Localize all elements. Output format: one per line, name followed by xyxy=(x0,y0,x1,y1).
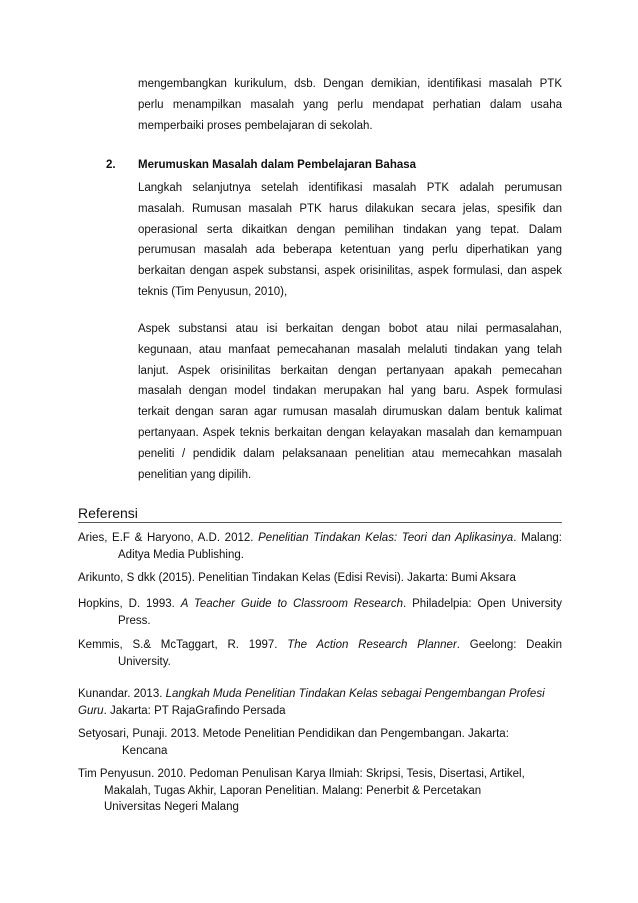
intro-paragraph xyxy=(138,74,562,136)
text-line: lanjut. Aspek orisinilitas berkaitan dengan pertanyaan apakah pemecahan xyxy=(138,364,562,377)
text-line: Aspek substansi atau isi berkaitan dengan bobot atau nilai permasalahan, xyxy=(138,323,562,335)
text-line: masalah. Rumusan masalah PTK harus dilakukan secara jelas, spesifik dan xyxy=(138,202,562,215)
text-line: pertanyaan. Aspek teknis berkaitan dengan kelayakan masalah dan kemampuan xyxy=(138,426,562,439)
reference-item: Arikunto, S dkk (2015). Penelitian Tindakan Kelas (Edisi Revisi). Jakarta: Bumi Aksara xyxy=(78,572,516,584)
text-line: peneliti / pendidik dalam pelaksanaan penelitian atau memecahkan masalah xyxy=(138,447,562,460)
text-line: operasional serta dikaitkan dengan pemilihan tindakan yang tepat. Dalam xyxy=(138,223,562,236)
text-line: mengembangkan kurikulum, dsb. Dengan demikian, identifikasi masalah PTK xyxy=(138,78,562,90)
reference-item: Kunandar. 2013. Langkah Muda Penelitian Tindakan Kelas sebagai Pengembangan Profesi Guru. Jakarta: PT RajaGrafindo Persada xyxy=(78,688,545,717)
text-line: terkait dengan saran agar rumusan masalah dirumuskan dalam bentuk kalimat xyxy=(138,406,562,419)
reference-item: Setyosari, Punaji. 2013. Metode Penelitian Pendidikan dan Pengembangan. Jakarta: Kencana xyxy=(78,728,509,757)
text-line: perlu menampilkan masalah yang perlu mendapat perhatian dalam usaha xyxy=(138,98,562,111)
section-number: 2. xyxy=(106,159,116,171)
reference-item: Kemmis, S.& McTaggart, R. 1997. The Action Research Planner. Geelong: Deakin University. xyxy=(78,639,562,668)
text-line: berkaitan dengan aspek substansi, aspek orisinilitas, aspek formulasi, dan aspek xyxy=(138,265,562,278)
reference-item: Aries, E.F & Haryono, A.D. 2012. Penelitian Tindakan Kelas: Teori dan Aplikasinya. Malang: Aditya Media Publishing. xyxy=(78,532,562,561)
text-line: teknis (Tim Penyusun, 2010), xyxy=(138,285,288,298)
paragraph-2 xyxy=(138,319,562,485)
text-line: perumusan masalah ada beberapa ketentuan yang perlu diperhatikan yang xyxy=(138,244,562,257)
text-line: Langkah selanjutnya setelah identifikasi masalah PTK adalah perumusan xyxy=(138,182,562,194)
reference-item: Tim Penyusun. 2010. Pedoman Penulisan Karya Ilmiah: Skripsi, Tesis, Disertasi, Artikel, Makalah, Tugas Akhir, Laporan Penelitian. Malang: Penerbit & Percetakan Universitas Negeri Malang xyxy=(78,768,525,813)
reference-item: Hopkins, D. 1993. A Teacher Guide to Classroom Research. Philadelpia: Open University Press. xyxy=(78,598,562,627)
text-line: penelitian yang dipilih. xyxy=(138,468,252,481)
text-line: memperbaiki proses pembelajaran di sekolah. xyxy=(138,119,373,132)
references-heading: Referensi xyxy=(78,505,138,521)
text-line: masalah dengan model tindakan merupakan hal yang baru. Aspek formulasi xyxy=(138,385,562,398)
references-divider xyxy=(78,522,562,523)
section-title: Merumuskan Masalah dalam Pembelajaran Bahasa xyxy=(138,159,417,171)
paragraph-1 xyxy=(138,178,562,303)
text-line: kegunaan, atau manfaat pemecahanan masalah melaluti tindakan yang telah xyxy=(138,343,562,356)
